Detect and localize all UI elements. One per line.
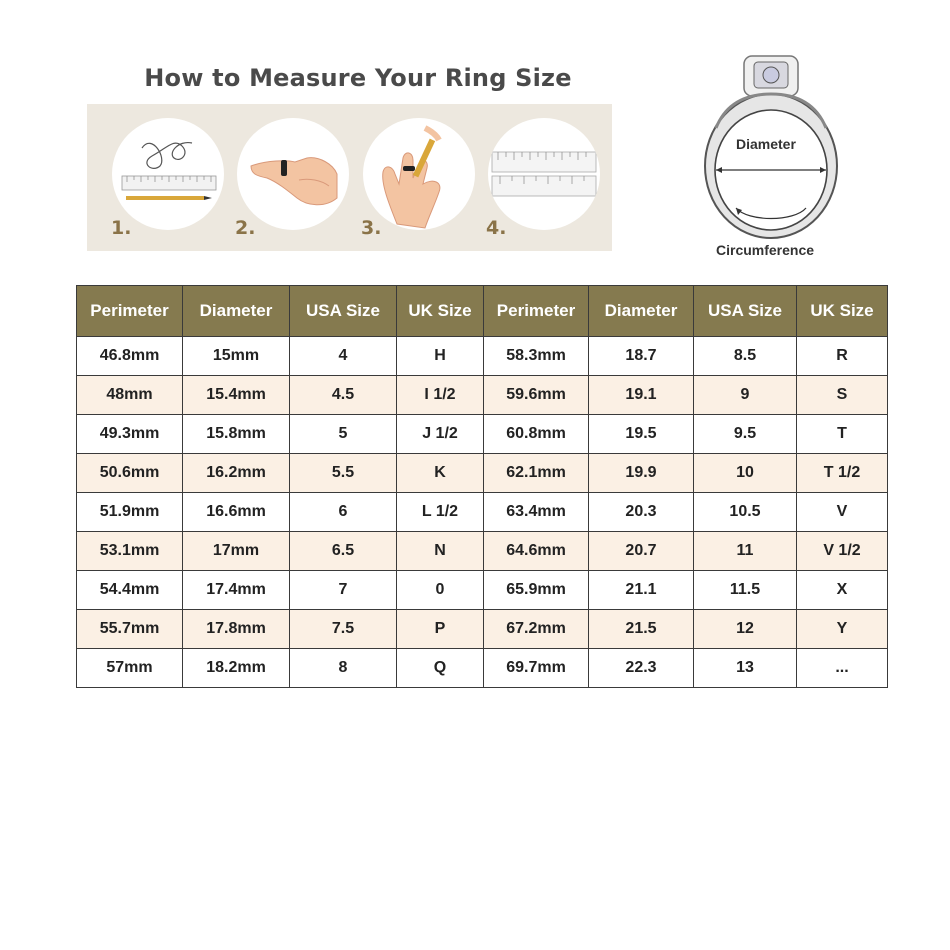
table-cell: 59.6mm bbox=[484, 376, 589, 415]
ring-size-table bbox=[76, 285, 888, 688]
table-cell: Y bbox=[797, 610, 888, 649]
table-cell: 54.4mm bbox=[77, 571, 183, 610]
col-header-uk-size-2: UK Size bbox=[797, 286, 888, 337]
table-cell: 6.5 bbox=[290, 532, 397, 571]
table-row bbox=[77, 610, 888, 649]
table-cell: 58.3mm bbox=[484, 337, 589, 376]
step-1-illustration bbox=[112, 118, 224, 230]
table-row bbox=[77, 649, 888, 688]
table-cell: 60.8mm bbox=[484, 415, 589, 454]
table-cell: 17.8mm bbox=[183, 610, 290, 649]
table-row bbox=[77, 376, 888, 415]
table-header-row bbox=[77, 286, 888, 337]
table-cell: 51.9mm bbox=[77, 493, 183, 532]
table-cell: 17.4mm bbox=[183, 571, 290, 610]
table-cell: 18.2mm bbox=[183, 649, 290, 688]
table-cell: 5.5 bbox=[290, 454, 397, 493]
page-title: How to Measure Your Ring Size bbox=[144, 64, 572, 92]
table-cell: V bbox=[797, 493, 888, 532]
table-cell: 6 bbox=[290, 493, 397, 532]
col-header-diameter-2: Diameter bbox=[589, 286, 694, 337]
table-cell: 10.5 bbox=[694, 493, 797, 532]
table-row bbox=[77, 337, 888, 376]
table-cell: 67.2mm bbox=[484, 610, 589, 649]
table-cell: I 1/2 bbox=[397, 376, 484, 415]
step-1-number: 1. bbox=[111, 217, 132, 239]
table-cell: S bbox=[797, 376, 888, 415]
table-cell: 50.6mm bbox=[77, 454, 183, 493]
table-cell: 11 bbox=[694, 532, 797, 571]
table-cell: 21.1 bbox=[589, 571, 694, 610]
col-header-usa-size: USA Size bbox=[290, 286, 397, 337]
table-cell: 53.1mm bbox=[77, 532, 183, 571]
table-cell: 46.8mm bbox=[77, 337, 183, 376]
table-cell: 16.2mm bbox=[183, 454, 290, 493]
table-cell: 16.6mm bbox=[183, 493, 290, 532]
table-cell: 19.1 bbox=[589, 376, 694, 415]
table-cell: 7.5 bbox=[290, 610, 397, 649]
table-cell: 5 bbox=[290, 415, 397, 454]
step-3-illustration bbox=[363, 118, 475, 230]
table-cell: J 1/2 bbox=[397, 415, 484, 454]
table-cell: 12 bbox=[694, 610, 797, 649]
table-cell: Q bbox=[397, 649, 484, 688]
table-cell: 65.9mm bbox=[484, 571, 589, 610]
table-cell: T 1/2 bbox=[797, 454, 888, 493]
table-cell: L 1/2 bbox=[397, 493, 484, 532]
table-cell: H bbox=[397, 337, 484, 376]
measure-steps-panel bbox=[87, 104, 612, 251]
circumference-label: Circumference bbox=[716, 242, 815, 258]
table-cell: 21.5 bbox=[589, 610, 694, 649]
table-cell: 19.9 bbox=[589, 454, 694, 493]
table-cell: 15.8mm bbox=[183, 415, 290, 454]
table-cell: 9 bbox=[694, 376, 797, 415]
step-4-illustration bbox=[488, 118, 600, 230]
table-cell: 62.1mm bbox=[484, 454, 589, 493]
table-row bbox=[77, 532, 888, 571]
col-header-perimeter: Perimeter bbox=[77, 286, 183, 337]
table-cell: V 1/2 bbox=[797, 532, 888, 571]
ring-diagram bbox=[696, 48, 846, 258]
step-2-number: 2. bbox=[235, 217, 256, 239]
table-cell: 11.5 bbox=[694, 571, 797, 610]
table-cell: 18.7 bbox=[589, 337, 694, 376]
table-row bbox=[77, 415, 888, 454]
finger-wrap-icon bbox=[237, 118, 349, 230]
table-cell: 64.6mm bbox=[484, 532, 589, 571]
table-row bbox=[77, 493, 888, 532]
table-cell: 10 bbox=[694, 454, 797, 493]
table-cell: 49.3mm bbox=[77, 415, 183, 454]
col-header-usa-size-2: USA Size bbox=[694, 286, 797, 337]
table-cell: 55.7mm bbox=[77, 610, 183, 649]
table-cell: 0 bbox=[397, 571, 484, 610]
col-header-perimeter-2: Perimeter bbox=[484, 286, 589, 337]
table-cell: ... bbox=[797, 649, 888, 688]
ruler-measure-icon bbox=[488, 118, 600, 230]
table-cell: 13 bbox=[694, 649, 797, 688]
diameter-label: Diameter bbox=[736, 136, 796, 152]
table-cell: 57mm bbox=[77, 649, 183, 688]
table-cell: K bbox=[397, 454, 484, 493]
table-cell: 17mm bbox=[183, 532, 290, 571]
table-cell: 7 bbox=[290, 571, 397, 610]
table-cell: 9.5 bbox=[694, 415, 797, 454]
table-cell: T bbox=[797, 415, 888, 454]
table-cell: 69.7mm bbox=[484, 649, 589, 688]
col-header-uk-size: UK Size bbox=[397, 286, 484, 337]
string-and-ruler-icon bbox=[112, 118, 224, 230]
table-cell: 4 bbox=[290, 337, 397, 376]
table-row bbox=[77, 571, 888, 610]
table-cell: 8.5 bbox=[694, 337, 797, 376]
table-cell: 48mm bbox=[77, 376, 183, 415]
step-3-number: 3. bbox=[361, 217, 382, 239]
table-cell: 15.4mm bbox=[183, 376, 290, 415]
table-cell: P bbox=[397, 610, 484, 649]
table-cell: 22.3 bbox=[589, 649, 694, 688]
table-cell: 63.4mm bbox=[484, 493, 589, 532]
mark-string-icon bbox=[363, 118, 475, 230]
table-cell: X bbox=[797, 571, 888, 610]
table-cell: 20.7 bbox=[589, 532, 694, 571]
table-cell: 15mm bbox=[183, 337, 290, 376]
step-4-number: 4. bbox=[486, 217, 507, 239]
table-cell: 4.5 bbox=[290, 376, 397, 415]
table-cell: R bbox=[797, 337, 888, 376]
step-2-illustration bbox=[237, 118, 349, 230]
table-cell: 8 bbox=[290, 649, 397, 688]
table-row bbox=[77, 454, 888, 493]
table-cell: N bbox=[397, 532, 484, 571]
table-cell: 19.5 bbox=[589, 415, 694, 454]
col-header-diameter: Diameter bbox=[183, 286, 290, 337]
table-cell: 20.3 bbox=[589, 493, 694, 532]
